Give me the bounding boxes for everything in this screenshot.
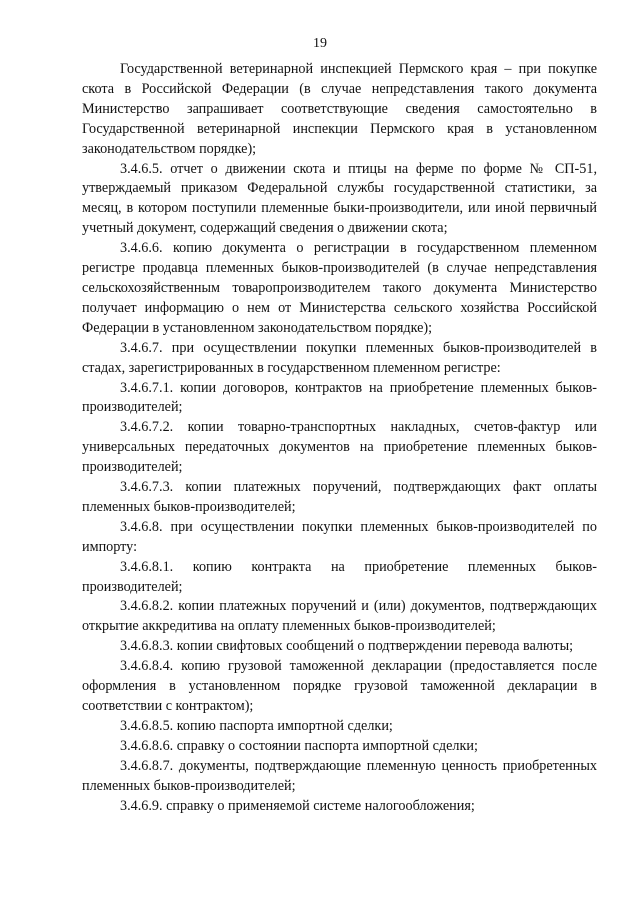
paragraph-3-4-6-8-1: 3.4.6.8.1. копию контракта на приобретение племенных быков-производителей; bbox=[82, 558, 597, 595]
paragraph-3-4-6-8: 3.4.6.8. при осуществлении покупки племенных быков-производителей по импорту: bbox=[82, 518, 597, 555]
paragraph-3-4-6-8-2: 3.4.6.8.2. копии платежных поручений и (или) документов, подтверждающих открытие аккредитива на оплату племенных быков-производителей; bbox=[82, 598, 597, 635]
paragraph-3-4-6-5: 3.4.6.5. отчет о движении скота и птицы на ферме по форме № СП-51, утверждаемый приказом Федеральной службы государственной статистики, за месяц, в котором поступили племенные быки-производители, или иной первичный учетный документ, содержащий сведения о движении скота; bbox=[82, 160, 597, 237]
paragraph-3-4-6-8-7: 3.4.6.8.7. документы, подтверждающие племенную ценность приобретенных племенных быков-производителей; bbox=[82, 757, 597, 794]
paragraph-3-4-6-8-5: 3.4.6.8.5. копию паспорта импортной сделки; bbox=[120, 717, 393, 734]
paragraph-3-4-6-6: 3.4.6.6. копию документа о регистрации в государственном племенном регистре продавца племенных быков-производителей (в случае непредставления сельскохозяйственным товаропроизводителем такого документа Министерство получает информацию о нем от Министерства сельского хозяйства Российской Федерации в установленном законодательством порядке); bbox=[82, 240, 597, 336]
paragraph-3-4-6-7-2: 3.4.6.7.2. копии товарно-транспортных накладных, счетов-фактур или универсальных передаточных документов на приобретение племенных быков-производителей; bbox=[82, 419, 597, 476]
paragraph-3-4-6-7: 3.4.6.7. при осуществлении покупки племенных быков-производителей в стадах, зарегистрированных в государственном племенном регистре: bbox=[82, 339, 597, 376]
page-number: 19 bbox=[313, 36, 327, 51]
paragraph-continuation: Государственной ветеринарной инспекцией Пермского края – при покупке скота в Российской Федерации (в случае непредставления такого документа Министерство запрашивает соответствующие сведения самостоятельно в Государственной ветеринарной инспекции Пермского края в установленном законодательством порядке); bbox=[82, 61, 597, 157]
paragraph-3-4-6-8-6: 3.4.6.8.6. справку о состоянии паспорта импортной сделки; bbox=[120, 737, 478, 754]
paragraph-3-4-6-7-1: 3.4.6.7.1. копии договоров, контрактов на приобретение племенных быков-производителей; bbox=[82, 379, 597, 416]
paragraph-3-4-6-8-3: 3.4.6.8.3. копии свифтовых сообщений о подтверждении перевода валюты; bbox=[120, 638, 574, 655]
paragraph-3-4-6-9: 3.4.6.9. справку о применяемой системе налогообложения; bbox=[120, 797, 475, 814]
paragraph-3-4-6-7-3: 3.4.6.7.3. копии платежных поручений, подтверждающих факт оплаты племенных быков-производителей; bbox=[82, 479, 597, 515]
document-body bbox=[82, 60, 597, 816]
paragraph-3-4-6-8-4: 3.4.6.8.4. копию грузовой таможенной декларации (предоставляется после оформления в установленном порядке грузовой таможенной декларации в соответствии с контрактом); bbox=[82, 658, 597, 714]
